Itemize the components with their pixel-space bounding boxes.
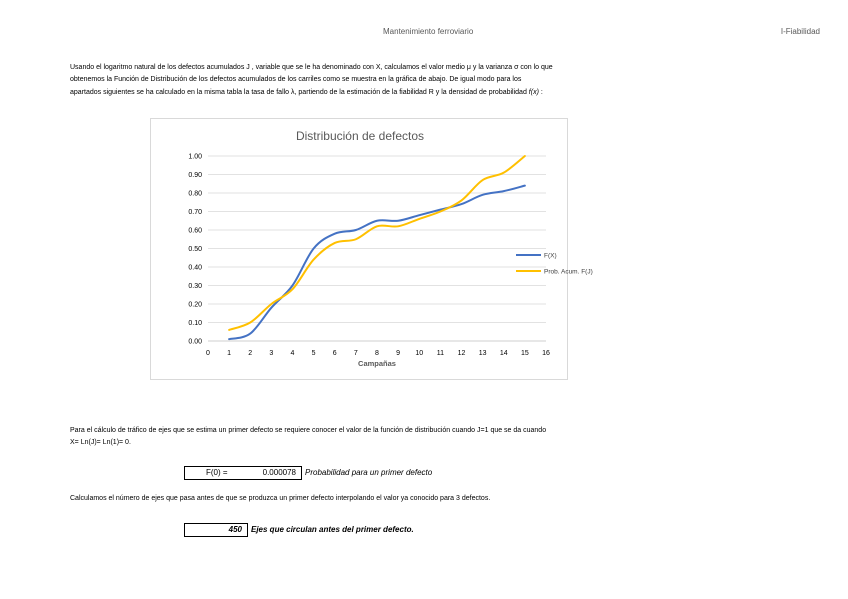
x-tick-label: 16	[542, 350, 550, 357]
x-tick-label: 9	[396, 350, 401, 357]
x-tick-label: 13	[478, 350, 487, 357]
defects-distribution-chart	[151, 119, 593, 381]
y-tick-label: 0.50	[188, 246, 202, 253]
ejes-value-box	[184, 523, 248, 537]
y-tick-label: 0.40	[188, 264, 202, 272]
intro-line-3-end: :	[538, 88, 543, 96]
ejes-value: 450	[228, 525, 242, 534]
x-tick-label: 8	[375, 350, 379, 357]
x-tick-label: 4	[290, 350, 295, 357]
paragraph-2-line-2: X= Ln(J)= Ln(1)= 0.	[70, 439, 131, 447]
y-tick-label: 0.30	[188, 283, 202, 290]
y-tick-label: 0.10	[188, 320, 202, 327]
x-tick-label: 12	[457, 350, 466, 357]
paragraph-2	[70, 425, 780, 450]
y-tick-label: 0.80	[188, 190, 202, 198]
intro-paragraph	[70, 62, 780, 99]
y-tick-label: 0.00	[188, 338, 202, 346]
y-tick-label: 0.20	[188, 301, 202, 309]
series-line-1	[229, 186, 525, 340]
intro-line-1: Usando el logaritmo natural de los defectos acumulados J , variable que se le ha denominado con X, calculamos el valor medio μ y la varianza σ con lo que	[70, 64, 553, 71]
intro-line-3	[70, 87, 780, 99]
x-axis-label: Campañas	[358, 359, 396, 368]
paragraph-3: Calculamos el número de ejes que pasa antes de que se produzca un primer defecto interpolando el valor ya conocido para 3 defectos.	[70, 495, 491, 502]
intro-line-2: obtenemos la Función de Distribución de los defectos acumulados de los carriles como se muestra en la gráfica de abajo. De igual modo para los	[70, 76, 522, 84]
ejes-caption: Ejes que circulan antes del primer defecto.	[251, 525, 414, 534]
x-tick-label: 0	[206, 350, 210, 357]
y-tick-label: 0.60	[188, 227, 202, 235]
chart-container	[150, 118, 593, 380]
header-section: I-Fiabilidad	[780, 27, 820, 36]
f0-caption: Probabilidad para un primer defecto	[305, 468, 433, 477]
intro-line-3-text: apartados siguientes se ha calculado en la misma tabla la tasa de fallo λ, partiendo de la estimación de la fiabilidad R y la densidad de probabilidad	[70, 88, 527, 96]
x-tick-label: 14	[499, 350, 508, 357]
x-tick-label: 3	[269, 350, 274, 357]
y-tick-label: 1.00	[188, 153, 202, 161]
header-title: Mantenimiento ferroviario	[383, 27, 474, 36]
y-tick-label: 0.90	[188, 172, 202, 179]
paragraph-2-line-1: Para el cálculo de tráfico de ejes que se estima un primer defecto se requiere conocer el valor de la función de distribución cuando J=1 que se da cuando	[70, 427, 547, 434]
f0-label: F(0) =	[206, 468, 228, 477]
f0-value-box	[184, 466, 302, 480]
f0-value: 0.000078	[262, 468, 296, 477]
x-tick-label: 1	[227, 350, 232, 357]
x-tick-label: 15	[520, 350, 529, 357]
legend-label-1: F(X)	[544, 252, 557, 260]
x-tick-label: 10	[415, 350, 424, 357]
x-tick-label: 11	[436, 350, 445, 357]
chart-title: Distribución de defectos	[295, 129, 425, 143]
intro-line-3-formula: f(x)	[528, 88, 539, 96]
x-tick-label: 5	[311, 350, 316, 357]
x-tick-label: 7	[353, 350, 358, 357]
x-tick-label: 2	[248, 350, 253, 357]
legend-label-2: Prob. Acum. F(J)	[544, 268, 593, 276]
y-tick-label: 0.70	[188, 209, 202, 216]
x-tick-label: 6	[332, 350, 337, 357]
